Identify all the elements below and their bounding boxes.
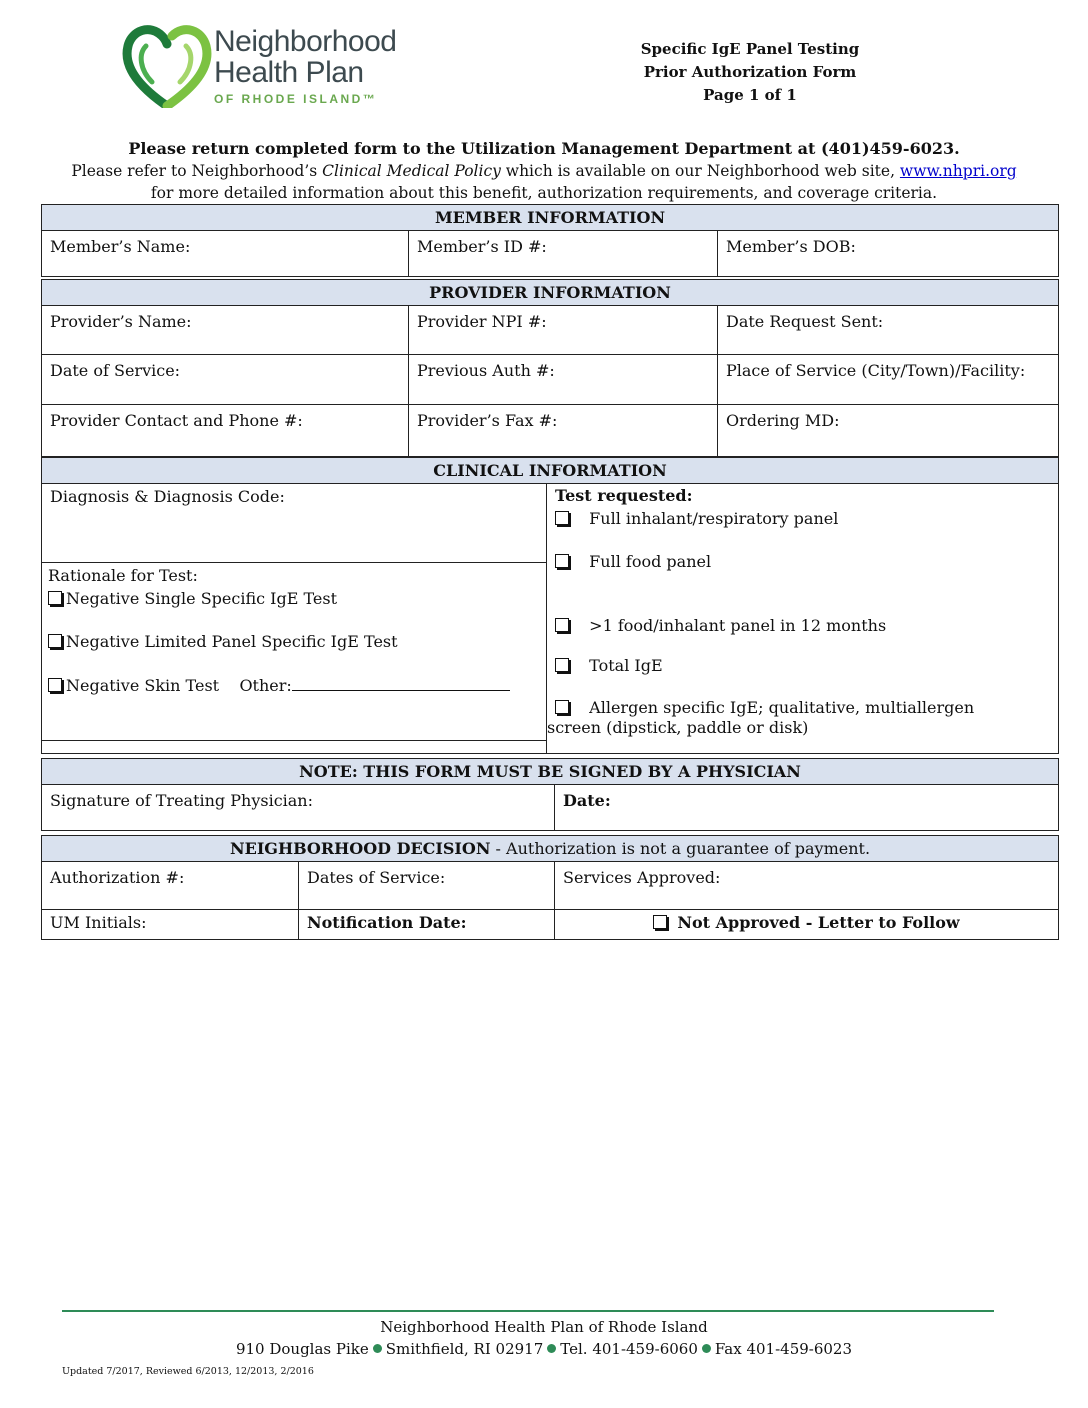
test-requested-label: Test requested: (555, 486, 693, 505)
ordering-md-field[interactable] (718, 405, 1059, 457)
signature-label: Signature of Treating Physician: (50, 791, 313, 810)
footer-org: Neighborhood Health Plan of Rhode Island (380, 1318, 708, 1336)
authorization-number-field[interactable] (42, 862, 299, 910)
signature-section (41, 758, 1059, 831)
footer-city: Smithfield, RI 02917 (385, 1340, 544, 1358)
rationale-label: Rationale for Test: (48, 566, 198, 585)
document-header (620, 38, 880, 107)
bullet-icon (373, 1344, 382, 1353)
test-option[interactable]: Total IgE (555, 656, 1050, 675)
member-info-section (41, 204, 1059, 277)
provider-name-label: Provider’s Name: (50, 312, 192, 331)
policy-text-mid: which is available on our Neighborhood web site, (500, 162, 900, 180)
test-option[interactable]: Full inhalant/respiratory panel (555, 509, 1050, 528)
checkbox-icon[interactable] (555, 700, 569, 714)
decision-header-note: - Authorization is not a guarantee of payment. (490, 839, 871, 858)
page-number: Page 1 of 1 (703, 86, 797, 104)
signature-date-field[interactable] (555, 785, 1059, 831)
ordering-md-label: Ordering MD: (726, 411, 840, 430)
dates-of-service-label: Dates of Service: (307, 868, 446, 887)
provider-fax-label: Provider’s Fax #: (417, 411, 558, 430)
physician-signature-field[interactable] (42, 785, 555, 831)
um-initials-field[interactable] (42, 910, 299, 940)
date-request-sent-field[interactable] (718, 306, 1059, 355)
place-of-service-field[interactable] (718, 355, 1059, 405)
date-request-sent-label: Date Request Sent: (726, 312, 884, 331)
return-instructions: Please return completed form to the Utilization Management Department at (401)459-6023. (128, 139, 960, 158)
um-initials-label: UM Initials: (50, 913, 147, 932)
clinical-divider (42, 740, 546, 741)
dates-of-service-field[interactable] (299, 862, 555, 910)
signature-date-label: Date: (563, 791, 611, 810)
checkbox-icon[interactable] (555, 658, 569, 672)
provider-npi-label: Provider NPI #: (417, 312, 547, 331)
provider-info-section (41, 279, 1059, 457)
policy-text-prefix: Please refer to Neighborhood’s (71, 162, 323, 180)
provider-contact-field[interactable] (42, 405, 409, 457)
diagnosis-label: Diagnosis & Diagnosis Code: (50, 487, 285, 506)
checkbox-icon[interactable] (48, 678, 62, 692)
decision-header-title: NEIGHBORHOOD DECISION (230, 839, 491, 858)
member-info-header: MEMBER INFORMATION (42, 205, 1059, 231)
provider-npi-field[interactable] (409, 306, 718, 355)
footer-tel: Tel. 401-459-6060 (560, 1340, 698, 1358)
checkbox-icon[interactable] (555, 618, 569, 632)
clinical-info-header: CLINICAL INFORMATION (42, 458, 1059, 484)
rationale-block (42, 563, 546, 695)
signature-header: NOTE: THIS FORM MUST BE SIGNED BY A PHYSICIAN (42, 759, 1059, 785)
rationale-option[interactable]: Negative Skin Test Other: (48, 676, 540, 695)
services-approved-label: Services Approved: (563, 868, 721, 887)
policy-name: Clinical Medical Policy (322, 162, 501, 180)
previous-auth-field[interactable] (409, 355, 718, 405)
footer-divider (62, 1310, 994, 1312)
clinical-left-column (42, 484, 547, 754)
checkbox-icon[interactable] (48, 634, 62, 648)
instructions (0, 138, 1088, 204)
diagnosis-field[interactable] (42, 484, 546, 563)
rationale-option[interactable]: Negative Single Specific IgE Test (48, 589, 540, 608)
checkbox-icon[interactable] (653, 915, 667, 929)
footer-address: 910 Douglas Pike (235, 1340, 369, 1358)
checkbox-icon[interactable] (555, 554, 569, 568)
member-name-field[interactable] (42, 231, 409, 277)
provider-name-field[interactable] (42, 306, 409, 355)
logo-line-2: Health Plan (214, 56, 364, 89)
notification-date-field[interactable] (299, 910, 555, 940)
checkbox-icon[interactable] (48, 591, 62, 605)
document-subtitle: Prior Authorization Form (643, 63, 857, 81)
logo-wordmark (214, 26, 396, 106)
other-label: Other: (239, 676, 292, 695)
test-requested-column (547, 484, 1059, 754)
test-option[interactable]: >1 food/inhalant panel in 12 months (555, 616, 1050, 635)
decision-header (42, 836, 1059, 862)
policy-reference (0, 160, 1088, 182)
date-of-service-field[interactable] (42, 355, 409, 405)
policy-text-continuation: for more detailed information about this benefit, authorization requirements, and coverage criteria. (150, 184, 938, 202)
member-dob-field[interactable] (718, 231, 1059, 277)
place-of-service-label: Place of Service (City/Town)/Facility: (726, 361, 1026, 380)
website-link[interactable]: www.nhpri.org (899, 162, 1017, 180)
footer-fax: Fax 401-459-6023 (714, 1340, 853, 1358)
not-approved-option[interactable] (555, 910, 1059, 940)
date-of-service-label: Date of Service: (50, 361, 181, 380)
provider-info-header: PROVIDER INFORMATION (42, 280, 1059, 306)
rationale-option[interactable]: Negative Limited Panel Specific IgE Test (48, 632, 540, 651)
other-input-line[interactable] (292, 690, 510, 691)
clinical-info-section (41, 457, 1059, 754)
logo-line-3: OF RHODE ISLAND™ (214, 92, 378, 106)
bullet-icon (702, 1344, 711, 1353)
document-title: Specific IgE Panel Testing (640, 40, 860, 58)
member-name-label: Member’s Name: (50, 237, 191, 256)
test-option[interactable]: Full food panel (555, 552, 1050, 571)
logo-line-1: Neighborhood (214, 25, 397, 58)
not-approved-label: Not Approved - Letter to Follow (677, 913, 960, 932)
logo-heart-icon (122, 22, 212, 108)
member-id-label: Member’s ID #: (417, 237, 547, 256)
services-approved-field[interactable] (555, 862, 1059, 910)
bullet-icon (547, 1344, 556, 1353)
previous-auth-label: Previous Auth #: (417, 361, 555, 380)
checkbox-icon[interactable] (555, 511, 569, 525)
provider-contact-label: Provider Contact and Phone #: (50, 411, 303, 430)
footer-contact (0, 1338, 1088, 1360)
footer (0, 1316, 1088, 1360)
test-option-continuation: screen (dipstick, paddle or disk) (547, 718, 809, 737)
test-option[interactable]: Allergen specific IgE; qualitative, multiallergen (555, 698, 1050, 718)
notification-date-label: Notification Date: (307, 913, 467, 932)
member-id-field[interactable] (409, 231, 718, 277)
revision-note: Updated 7/2017, Reviewed 6/2013, 12/2013, 2/2016 (62, 1366, 314, 1377)
decision-section (41, 835, 1059, 940)
member-dob-label: Member’s DOB: (726, 237, 856, 256)
authorization-number-label: Authorization #: (50, 868, 185, 887)
provider-fax-field[interactable] (409, 405, 718, 457)
